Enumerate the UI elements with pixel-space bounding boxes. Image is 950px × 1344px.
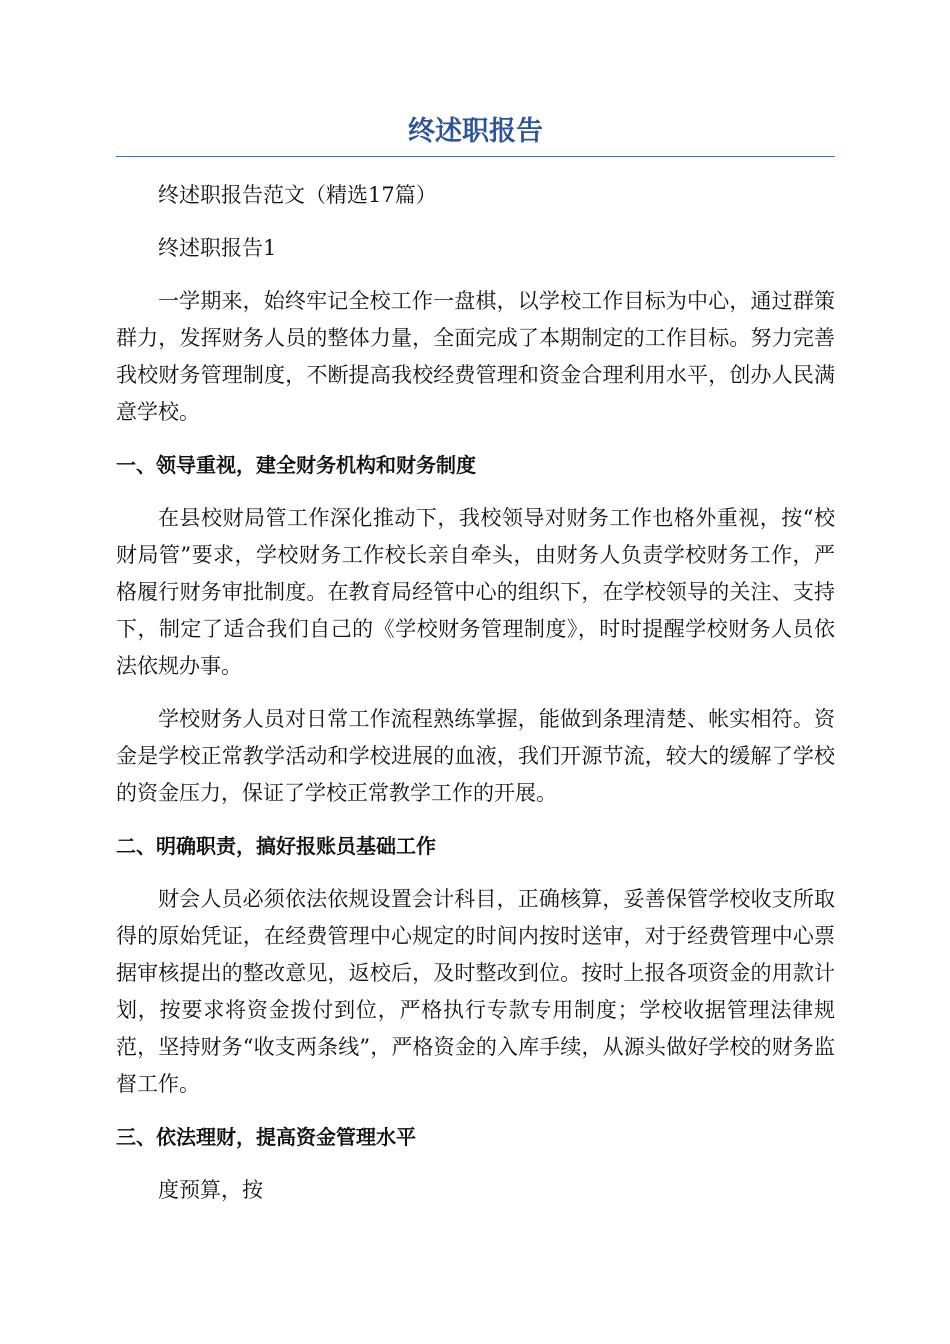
paragraph-1: 在县校财局管工作深化推动下，我校领导对财务工作也格外重视，按“校财局管”要求，学校财务工作校长亲自牵头，由财务人负责学校财务工作，严格履行财务审批制度。在教育局经管中心的组织下，在学校领导的关注、支持下，制定了适合我们自己的《学校财务管理制度》，时时提醒学校财务人员依法依规办事。 (116, 506, 835, 678)
section-label: 终述职报告1 (158, 236, 277, 260)
section-heading-3: 三、依法理财，提高资金管理水平 (116, 1125, 416, 1149)
intro-paragraph: 一学期来，始终牢记全校工作一盘棋，以学校工作目标为中心，通过群策群力，发挥财务人员的整体力量，全面完成了本期制定的工作目标。努力完善我校财务管理制度，不断提高我校经费管理和资金合理利用水平，创办人民满意学校。 (116, 289, 835, 424)
document-page (116, 112, 835, 1225)
title-underline (116, 156, 835, 157)
paragraph-2: 学校财务人员对日常工作流程熟练掌握，能做到条理清楚、帐实相符。资金是学校正常教学活动和学校进展的血液，我们开源节流，较大的缓解了学校的资金压力，保证了学校正常教学工作的开展。 (116, 707, 835, 805)
paragraph-3: 财会人员必须依法依规设置会计科目，正确核算，妥善保管学校收支所取得的原始凭证，在经费管理中心规定的时间内按时送审，对于经费管理中心票据审核提出的整改意见，返校后，及时整改到位。按时上报各项资金的用款计划，按要求将资金拨付到位，严格执行专款专用制度；学校收据管理法律规范，坚持财务“收支两条线”，严格资金的入库手续，从源头做好学校的财务监督工作。 (116, 887, 835, 1096)
document-subtitle: 终述职报告范文（精选17篇） (158, 183, 437, 207)
document-title: 终述职报告 (408, 116, 543, 147)
section-heading-2: 二、明确职责，搞好报账员基础工作 (116, 834, 436, 858)
paragraph-4: 度预算，按 (158, 1178, 263, 1202)
section-heading-1: 一、领导重视，建全财务机构和财务制度 (116, 453, 476, 477)
